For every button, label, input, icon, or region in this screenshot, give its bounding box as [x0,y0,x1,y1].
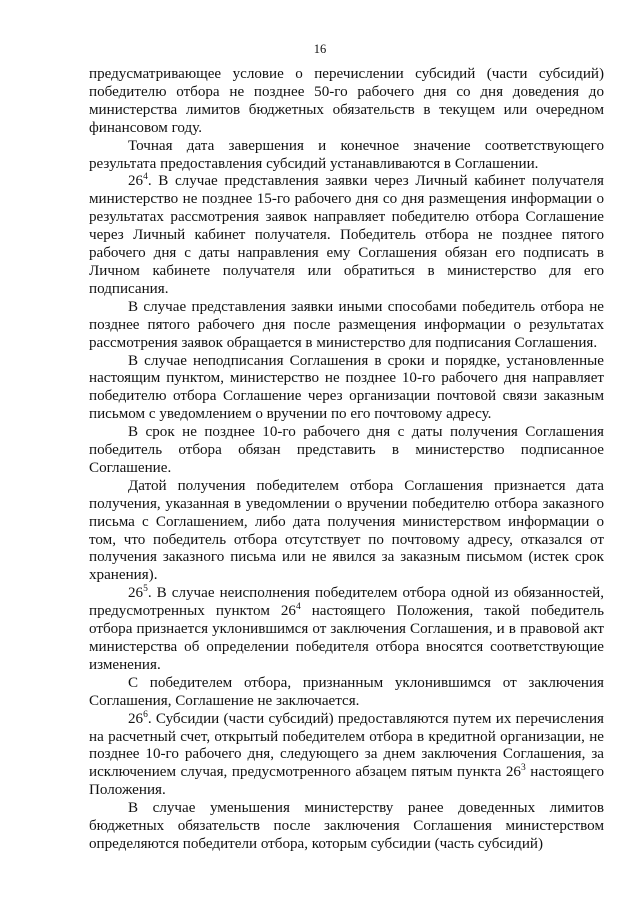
paragraph [89,585,604,675]
paragraph-text: В случае неподписания Соглашения в сроки и порядке, установленные настоящим пунктом, министерство не позднее 10-го рабочего дня направляет победителю отбора Соглашение через организации почтовой связи заказным письмом с уведомлением о вручении по его почтовому адресу. [89,352,604,423]
paragraph-text: настоящего Положения. [89,764,604,799]
paragraph [89,66,604,138]
page-number: 16 [313,42,327,56]
paragraph [89,138,604,174]
document-body [89,66,604,854]
paragraph-text: 26 [128,585,144,602]
paragraph [89,299,604,353]
paragraph [89,424,604,478]
paragraph [89,353,604,425]
paragraph [89,800,604,854]
paragraph-text: предусматривающее условие о перечислении субсидий (части субсидий) победителю отбора не позднее 50-го рабочего дня со дня доведения до министерства лимитов бюджетных обязательств в текущем или очередном финансовом году. [89,66,604,136]
paragraph-text: В случае представления заявки иными способами победитель отбора не позднее пятого рабочего дня после размещения информации о результатах рассмотрения заявок обращается в министерство для подписания Соглашения. [89,298,604,351]
paragraph [89,675,604,711]
paragraph-text: Точная дата завершения и конечное значение соответствующего результата предоставления субсидий устанавливаются в Соглашении. [89,137,604,172]
paragraph-text: В случае уменьшения министерству ранее доведенных лимитов бюджетных обязательств после заключения Соглашения министерством определяются победители отбора, которым субсидии (часть субсидий) [89,800,604,852]
paragraph-text: . В случае представления заявки через Личный кабинет получателя министерство не позднее 15-го рабочего дня со дня размещения информации о результатах рассмотрения заявок направляет победителю отбора Соглашение через Личный кабинет получателя. Победитель отбора не позднее пятого рабочего дня с даты направления ему Соглашения обязан его подписать в Личном кабинете получателя или обратиться в министерство для его подписания. [89,173,604,297]
paragraph-text: . Субсидии (части субсидий) предоставляются путем их перечисления на расчетный счет, открытый победителем отбора в кредитной организации, не позднее 10-го рабочего дня, следующего за днем заключения Соглашения, за исключением случая, предусмотренного абзацем пятым пункта 26 [89,710,604,781]
superscript: 3 [520,763,526,774]
paragraph [89,711,604,801]
paragraph-text: . В случае неисполнения победителем отбора одной из обязанностей, предусмотренных пунктом 26 [89,585,604,620]
paragraph [89,478,604,585]
paragraph-text: С победителем отбора, признанным уклонившимся от заключения Соглашения, Соглашение не заключается. [89,674,604,709]
paragraph-text: 26 [128,710,144,727]
paragraph-text: настоящего Положения, такой победитель отбора признается уклонившимся от заключения Соглашения, и в правовой акт министерства об определении победителя отбора вносятся соответствующие изменения. [89,603,604,673]
paragraph-text: 26 [128,173,144,190]
superscript: 6 [143,709,148,720]
superscript: 5 [143,584,148,595]
superscript: 4 [295,602,301,613]
paragraph-text: В срок не позднее 10-го рабочего дня с даты получения Соглашения победитель отбора обязан представить в министерство подписанное Соглашение. [89,424,604,476]
superscript: 4 [143,172,148,183]
paragraph-text: Датой получения победителем отбора Соглашения признается дата получения, указанная в уведомлении о вручении победителю отбора заказного письма с Соглашением, либо дата получения министерством информации о том, что победитель отбора отсутствует по почтовому адресу, отказался от получения заказного письма или не явился за заказным письмом (истек срок хранения). [89,477,604,584]
paragraph [89,173,604,298]
